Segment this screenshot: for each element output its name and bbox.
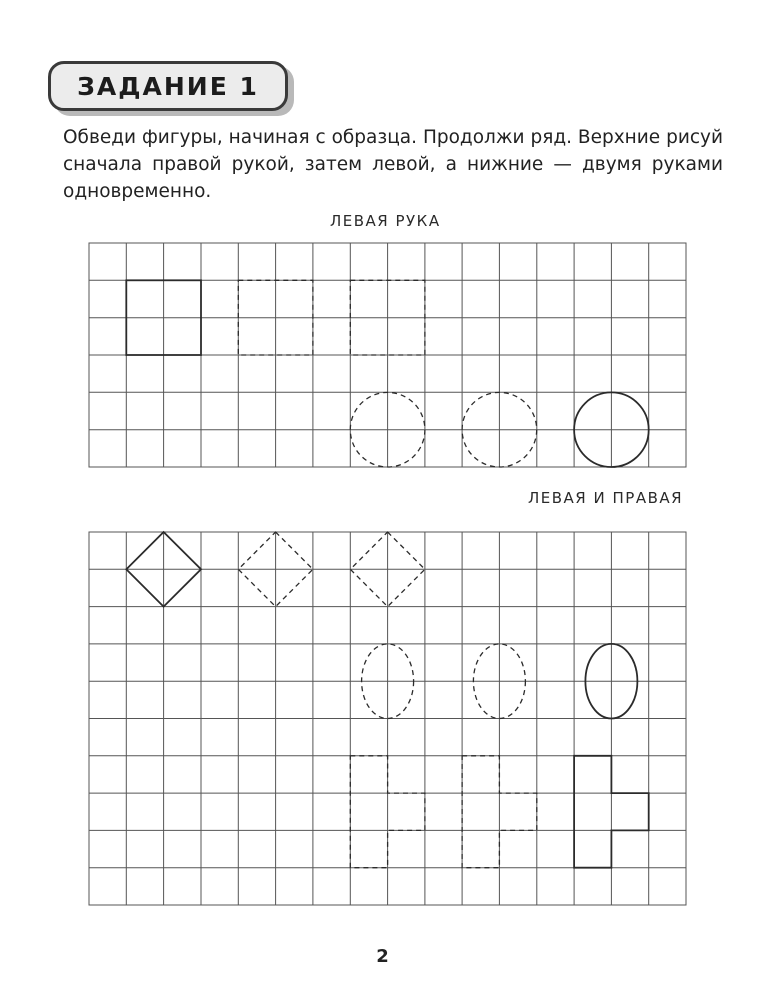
section-label-left-hand: ЛЕВАЯ РУКА [330,212,441,230]
task-title: ЗАДАНИЕ 1 [77,72,259,101]
page-number: 2 [376,946,389,967]
section-label-both-hands: ЛЕВАЯ И ПРАВАЯ [528,489,684,507]
task-instructions: Обведи фигуры, начиная с образца. Продолжи ряд. Верхние рисуй сначала правой рукой, затем левой, а нижние — двумя руками одновременно. [63,127,723,202]
bottom-grid-lines [89,532,686,905]
bottom-grid [89,532,686,905]
